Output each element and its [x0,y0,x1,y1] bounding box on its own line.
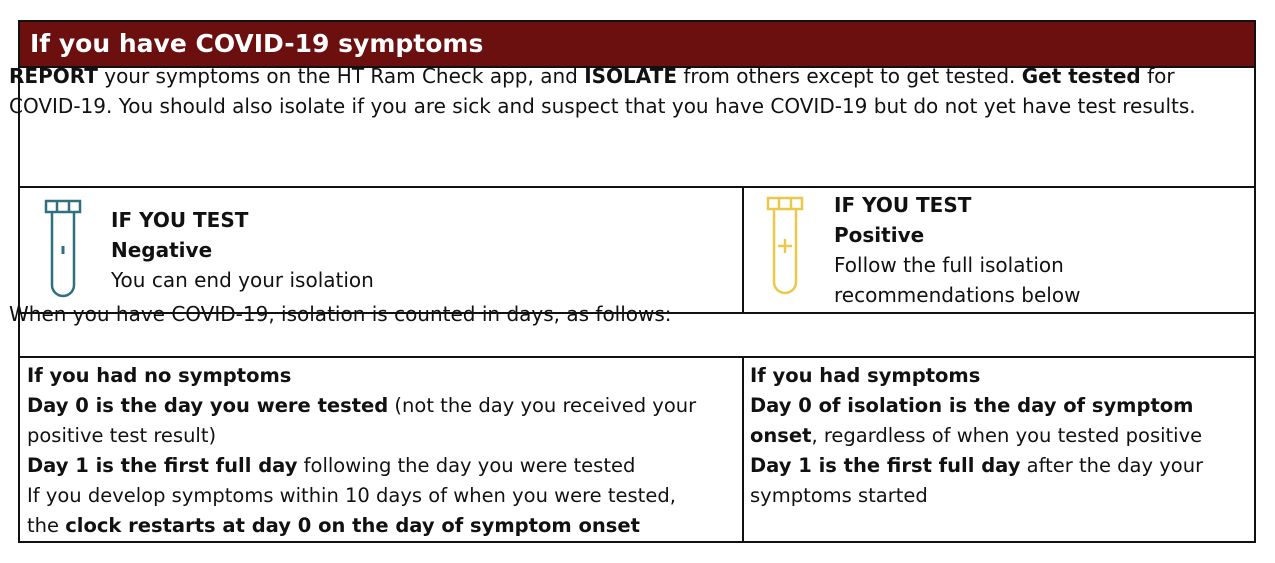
symptoms-day1-cont: symptoms started [750,484,928,507]
negative-result-block [111,205,374,295]
no-symptoms-day1-rest: following the day you were tested [297,454,636,477]
no-symptoms-day1-bold: Day 1 is the first full day [27,454,298,477]
symptoms-column [750,361,1250,511]
positive-heading: IF YOU TEST [834,193,972,217]
symptoms-day0-rest: , regardless of when you tested positive [811,424,1203,447]
symptoms-day0-bold1: Day 0 of isolation is the day of symptom [750,394,1194,417]
intro-text-3: for COVID-19. You should also isolate if you are sick and suspect that you have COVID-19 but do not yet have test results. [9,64,1196,118]
positive-result-block [834,190,1080,310]
negative-heading: IF YOU TEST [111,208,249,232]
test-tube-negative-icon [42,199,86,303]
divider-days-col [742,356,744,541]
symptoms-day0-bold2: onset [750,424,812,447]
no-symptoms-column [27,361,739,541]
symptoms-title: If you had symptoms [750,364,981,387]
symptoms-day1-bold: Day 1 is the first full day [750,454,1021,477]
negative-result-label: Negative [111,238,213,262]
symptoms-day1-rest: after the day your [1020,454,1204,477]
no-symptoms-day0-rest: (not the day you received your [388,394,697,417]
test-tube-positive-icon [764,196,808,300]
divider-intro [20,186,1254,188]
intro-text-2: from others except to get tested. [677,64,1022,88]
intro-text-1: your symptoms on the HT Ram Check app, and [97,64,585,88]
negative-description: You can end your isolation [111,268,374,292]
no-symptoms-day0-cont: positive test result) [27,424,217,447]
no-symptoms-note2-pre: the [27,514,66,537]
no-symptoms-title: If you had no symptoms [27,364,292,387]
no-symptoms-day0-bold: Day 0 is the day you were tested [27,394,389,417]
positive-result-label: Positive [834,223,925,247]
no-symptoms-note2-bold: clock restarts at day 0 on the day of symptom onset [65,514,640,537]
no-symptoms-note1: If you develop symptoms within 10 days of when you were tested, [27,484,676,507]
intro-paragraph [9,61,1227,121]
divider-counting [20,356,1254,358]
counting-note: When you have COVID-19, isolation is counted in days, as follows: [9,302,672,326]
divider-results-col [742,186,744,312]
positive-description-line2: recommendations below [834,283,1081,307]
section-header: If you have COVID-19 symptoms [20,22,1254,66]
report-keyword: REPORT [9,64,98,88]
get-tested-keyword: Get tested [1021,64,1141,88]
isolate-keyword: ISOLATE [584,64,678,88]
positive-description-line1: Follow the full isolation [834,253,1064,277]
